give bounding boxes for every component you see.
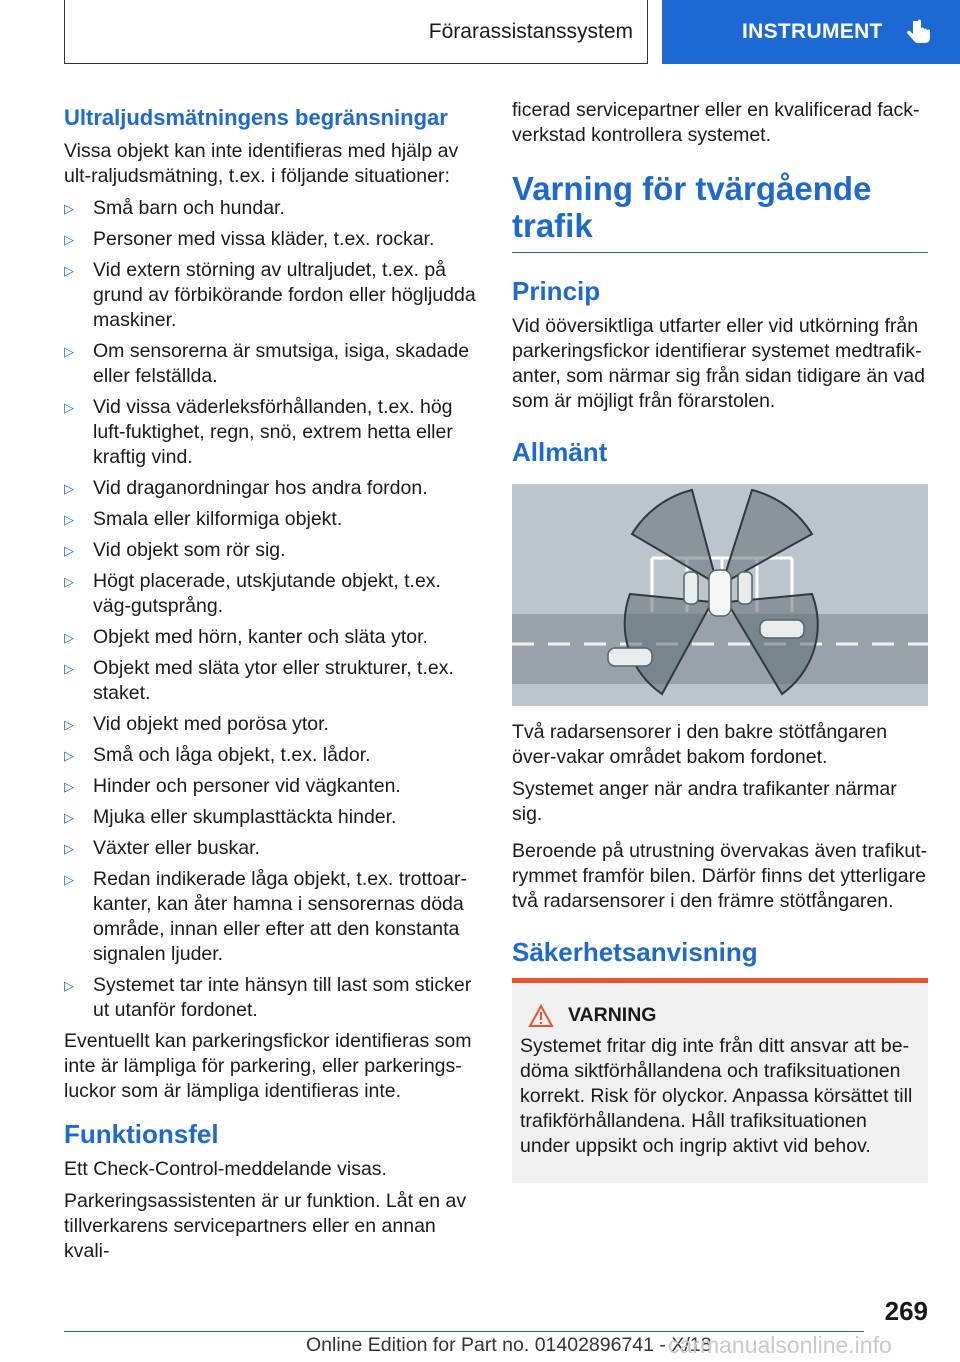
section-title: Förarassistanssystem	[428, 19, 633, 43]
triangle-bullet-icon: ▷	[64, 872, 74, 887]
list-item: ▷ Systemet tar inte hänsyn till last som sticker ut utanför fordonet.	[64, 974, 472, 1021]
list-item: ▷ Objekt med hörn, kanter och släta ytor.	[64, 626, 428, 648]
triangle-bullet-icon: ▷	[64, 400, 74, 415]
heading-line-2: trafik	[512, 207, 593, 244]
malfunction-text-2: Parkeringsassistenten är ur funktion. Låt en av tillverkarens servicepartners eller en annan kvali-	[64, 1190, 467, 1262]
triangle-bullet-icon: ▷	[64, 512, 74, 527]
list-item: ▷ Objekt med släta ytor eller strukturer, t.ex. staket.	[64, 657, 454, 704]
list-item: ▷ Vid extern störning av ultraljudet, t.ex. på grund av förbikörande fordon eller högljudda maskiner.	[64, 259, 476, 331]
list-item: ▷ Växter eller buskar.	[64, 837, 260, 859]
triangle-bullet-icon: ▷	[64, 717, 74, 732]
triangle-bullet-icon: ▷	[64, 779, 74, 794]
heading-malfunction: Funktionsfel	[64, 1119, 219, 1149]
malfunction-text-1: Ett Check-Control-meddelande visas.	[64, 1158, 387, 1180]
triangle-bullet-icon: ▷	[64, 661, 74, 676]
list-item: ▷ Smala eller kilformiga objekt.	[64, 508, 343, 530]
list-item: ▷ Vid objekt som rör sig.	[64, 539, 286, 561]
list-item: ▷ Vid objekt med porösa ytor.	[64, 713, 329, 735]
header-section	[64, 0, 648, 64]
triangle-bullet-icon: ▷	[64, 481, 74, 496]
triangle-bullet-icon: ▷	[64, 344, 74, 359]
heading-limitations: Ultraljudsmätningens begränsningar	[64, 105, 448, 130]
left-column	[64, 98, 478, 1271]
list-item: ▷ Små barn och hundar.	[64, 197, 285, 219]
watermark: carmanualsonline.info	[668, 1332, 892, 1358]
footer-edition: Online Edition for Part no. 01402896741 - X/18	[306, 1334, 712, 1356]
hand-pointer-icon	[903, 17, 933, 47]
warning-triangle-icon	[528, 1004, 554, 1028]
list-item: ▷ Små och låga objekt, t.ex. lådor.	[64, 744, 371, 766]
limitations-list	[64, 196, 478, 1023]
triangle-bullet-icon: ▷	[64, 543, 74, 558]
heading-line-1: Varning för tvärgående	[512, 170, 872, 207]
right-column	[512, 98, 928, 1183]
list-item: ▷ Om sensorerna är smutsiga, isiga, skadade eller felställda.	[64, 340, 470, 387]
triangle-bullet-icon: ▷	[64, 748, 74, 763]
after-list-text: Eventuellt kan parkeringsfickor identifieras som inte är lämpliga för parkering, eller parkerings-luckor som är lämpliga identifieras inte.	[64, 1030, 472, 1102]
header-chapter-tab[interactable]	[662, 0, 960, 64]
triangle-bullet-icon: ▷	[64, 841, 74, 856]
triangle-bullet-icon: ▷	[64, 574, 74, 589]
continuation-text: ficerad servicepartner eller en kvalificerad fack-verkstad kontrollera systemet.	[512, 99, 920, 146]
triangle-bullet-icon: ▷	[64, 263, 74, 278]
heading-safety: Säkerhetsanvisning	[512, 937, 758, 967]
triangle-bullet-icon: ▷	[64, 630, 74, 645]
heading-principle: Princip	[512, 276, 601, 306]
principle-text: Vid ööversiktliga utfarter eller vid utkörning från parkeringsfickor identifierar systemet medtrafik-anter, som närmar sig från sidan tidigare än vad som är möjligt från förarstolen.	[512, 315, 925, 412]
triangle-bullet-icon: ▷	[64, 810, 74, 825]
warning-box	[512, 978, 928, 1183]
intro-text: Vissa objekt kan inte identifieras med hjälp av ult-raljudsmätning, t.ex. i följande situationer:	[64, 140, 459, 187]
list-item: ▷ Redan indikerade låga objekt, t.ex. trottoar-kanter, kan åter hamna i sensorernas döda område, innan eller efter att den konstanta signalen ljuder.	[64, 868, 467, 965]
triangle-bullet-icon: ▷	[64, 232, 74, 247]
general-text-1: Två radarsensorer i den bakre stötfångaren över-vakar området bakom fordonet.	[512, 721, 888, 768]
chapter-title: INSTRUMENT	[742, 20, 883, 43]
heading-cross-traffic	[512, 170, 928, 253]
triangle-bullet-icon: ▷	[64, 201, 74, 216]
triangle-bullet-icon: ▷	[64, 978, 74, 993]
list-item: ▷ Mjuka eller skumplasttäckta hinder.	[64, 806, 397, 828]
list-item: ▷ Vid draganordningar hos andra fordon.	[64, 477, 428, 499]
warning-title: VARNING	[568, 1004, 657, 1026]
general-text-2: Systemet anger när andra trafikanter närmar sig.	[512, 778, 897, 825]
list-item: ▷ Högt placerade, utskjutande objekt, t.ex. väg-gutsprång.	[64, 570, 441, 617]
list-item: ▷ Personer med vissa kläder, t.ex. rockar.	[64, 228, 435, 250]
warning-text: Systemet fritar dig inte från ditt ansvar att be-döma siktförhållandena och trafiksituationen korrekt. Risk för olyckor. Anpassa körsättet till trafikförhållandena. Håll trafiksituationen under uppsikt och ingrip aktivt vid behov.	[520, 1035, 913, 1157]
list-item: ▷ Hinder och personer vid vägkanten.	[64, 775, 401, 797]
page-number: 269	[884, 1296, 928, 1326]
warning-title-row	[528, 1003, 920, 1028]
list-item: ▷ Vid vissa väderleksförhållanden, t.ex. hög luft-fuktighet, regn, snö, extrem hetta eller kraftig vind.	[64, 396, 453, 468]
general-text-3: Beroende på utrustning övervakas även trafikut-rymmet framför bilen. Därför finns det ytterligare två radarsensorer i den främre stötfångaren.	[512, 840, 928, 912]
heading-general: Allmänt	[512, 437, 608, 467]
radar-illustration	[512, 484, 928, 706]
